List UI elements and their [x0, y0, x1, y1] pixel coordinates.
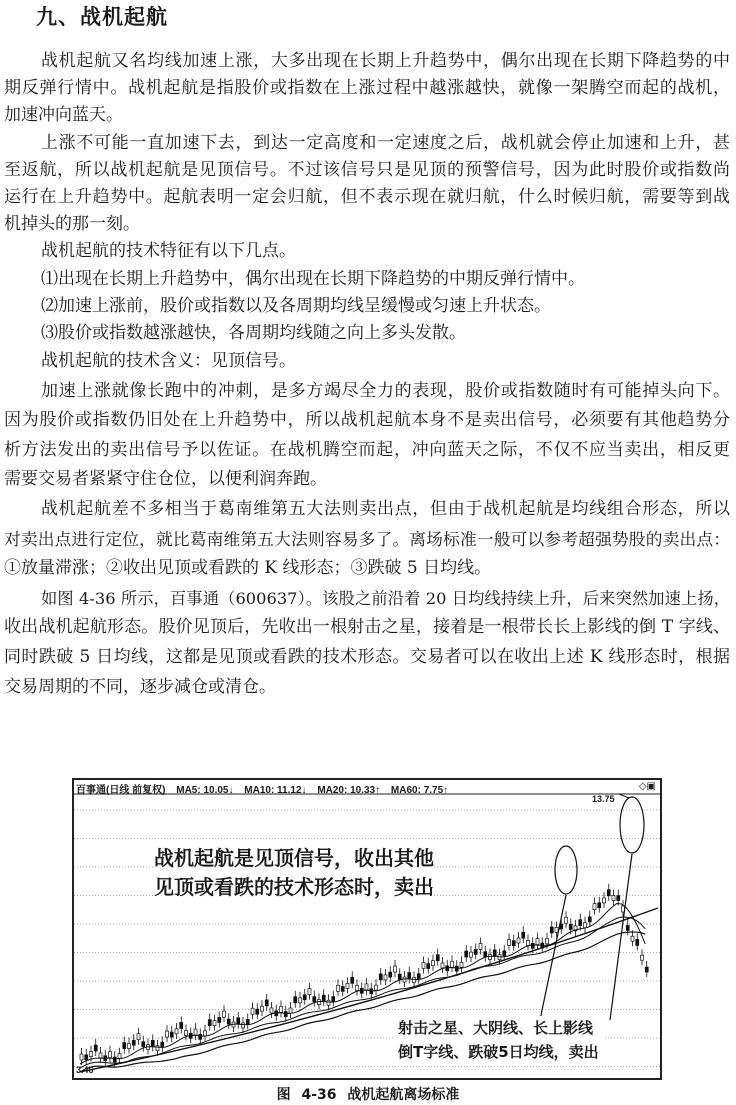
text-line: ⑶股价或指数越涨越快，各周期均线随之向上多头发散。 [41, 322, 466, 343]
candle-body [166, 1031, 169, 1037]
text-block-2 [4, 347, 730, 702]
candle-body [142, 1042, 145, 1047]
candle-body [588, 917, 591, 922]
candle-body [156, 1046, 159, 1051]
candle-body [199, 1034, 202, 1039]
annotation-bottom-line: 射击之星、大阴线、长上影线 [398, 1019, 594, 1037]
candle-body [251, 1008, 254, 1014]
candle-body [460, 962, 463, 967]
candle-body [432, 961, 435, 966]
text-line: 战机起航差不多相当于葛南维第五大法则卖出点，但由于战机起航是均线组合形态，所以 [41, 499, 730, 520]
candle-body [417, 974, 420, 979]
candle-body [617, 896, 620, 901]
candle-body [170, 1032, 173, 1037]
candle-body [422, 962, 425, 968]
candle-body [379, 974, 382, 980]
high-marker [619, 794, 629, 798]
candle-body [341, 986, 344, 991]
candle-body [346, 983, 349, 988]
candle-body [308, 989, 311, 995]
text-line: 战机起航的技术特征有以下几点。 [41, 241, 296, 262]
candle-body [90, 1052, 93, 1057]
candle-body [365, 984, 368, 990]
candle-body [484, 952, 487, 957]
candle-body [204, 1031, 207, 1036]
text-line: 机掉头的那一刻。 [4, 214, 140, 235]
candle-body [303, 995, 306, 1000]
high-price-label: 13.75 [592, 794, 615, 804]
candle-body [113, 1057, 116, 1062]
candle-body [555, 927, 558, 932]
candle-body [218, 1017, 221, 1022]
candle-body [246, 1019, 249, 1024]
candle-body [455, 966, 458, 971]
ma5-label: MA5: 10.05↓ [176, 785, 234, 796]
candle-body [332, 997, 335, 1002]
candle-body [384, 975, 387, 980]
annotation-top [154, 844, 434, 902]
highlight-ellipse [620, 797, 644, 853]
candle-body [636, 939, 639, 945]
candle-body [118, 1054, 121, 1059]
ma10-label: MA10: 11.12↓ [244, 785, 307, 796]
candle-body [489, 955, 492, 960]
candle-body [213, 1021, 216, 1026]
candle-body [299, 998, 302, 1003]
annotation-bottom [394, 1016, 603, 1064]
candle-body [413, 977, 416, 982]
candle-body [451, 961, 454, 967]
candle-body [185, 1030, 188, 1035]
candle-body [313, 997, 316, 1002]
candle-body [546, 939, 549, 944]
text-line: 至返航，所以战机起航是见顶信号。不过该信号只是见顶的预警信号，因为此时股价或指数尚 [4, 159, 730, 180]
text-line: 战机起航又名均线加速上涨，大多出现在长期上升趋势中，偶尔出现在长期下降趋势的中 [41, 51, 730, 71]
candle-body [427, 964, 430, 969]
candle-body [607, 890, 610, 896]
candle-body [237, 1018, 240, 1024]
text-line: 期反弹行情中。战机起航是指股价或指数在上涨过程中越涨越快，就像一架腾空而起的战机， [4, 78, 730, 99]
text-line: 交易周期的不同，逐步减仓或清仓。 [4, 676, 276, 697]
candle-body [175, 1029, 178, 1034]
candle-body [517, 938, 520, 943]
text-line: 运行在上升趋势中。起航表明一定会归航，但不表示现在就归航，什么时候归航，需要等到战 [4, 186, 730, 207]
figure-caption: 图 4-36 战机起航离场标准 [276, 1087, 460, 1103]
candle-body [394, 966, 397, 972]
candle-body [603, 898, 606, 903]
candle-body [109, 1052, 112, 1058]
text-line: ①放量滞涨；②收出见顶或看跌的 K 线形态；③跌破 5 日均线。 [4, 558, 492, 579]
candle-body [531, 943, 534, 948]
chart-window-icons: ◇▣ [638, 781, 656, 792]
candle-body [631, 936, 634, 941]
candle-body [403, 977, 406, 982]
candle-body [194, 1029, 197, 1035]
candle-body [550, 927, 553, 933]
candle-body [161, 1042, 164, 1047]
candle-body [123, 1043, 126, 1049]
candle-body [270, 1008, 273, 1013]
candle-body [375, 985, 378, 990]
text-line: ⑵加速上涨前，股价或指数以及各周期均线呈缓慢或匀速上升状态。 [41, 295, 551, 316]
candle-body [265, 1000, 268, 1006]
candle-body [280, 1006, 283, 1012]
chart-header [76, 781, 456, 796]
candle-body [261, 1006, 264, 1011]
candle-body [641, 955, 644, 960]
candle-body [389, 972, 392, 977]
candle-body [579, 920, 582, 926]
candle-body [569, 924, 572, 929]
text-line: 上涨不可能一直加速下去，到达一定高度和一定速度之后，战机就会停止加速和上升，甚 [41, 132, 730, 153]
candle-body [99, 1053, 102, 1058]
candle-body [512, 941, 515, 946]
candle-body [322, 995, 325, 1001]
candle-body [446, 966, 449, 971]
candle-body [398, 974, 401, 979]
text-line: 同时跌破 5 日均线，这都是见顶或看跌的技术形态。交易者可以在收出上述 K 线形态时，根据 [4, 647, 730, 667]
candle-body [593, 904, 596, 910]
candle-body [180, 1022, 183, 1028]
candle-body [94, 1045, 97, 1051]
stock-chart-figure [72, 778, 662, 1080]
text-line: 对卖出点进行定位，就比葛南维第五大法则容易多了。离场标准一般可以参考超强势股的卖出点： [4, 528, 730, 549]
candle-body [493, 950, 496, 956]
ma20-label: MA20: 10.33↑ [317, 785, 381, 796]
text-line: 如图 4-36 所示，百事通（600637）。该股之前沿着 20 日均线持续上升，后来突然加速上扬， [41, 588, 730, 608]
candle-body [470, 952, 473, 957]
text-line: 战机起航的技术含义：见顶信号。 [41, 351, 296, 372]
candle-body [436, 955, 439, 961]
candle-body [465, 951, 468, 957]
text-block-1 [4, 48, 730, 347]
candle-body [151, 1040, 154, 1046]
candle-body [527, 940, 530, 945]
body-text [4, 48, 730, 702]
candle-body [474, 949, 477, 954]
low-price-label: 3.46 [76, 1065, 94, 1075]
text-line: 加速冲向蓝天。 [4, 105, 123, 126]
arrow-line [540, 895, 566, 1020]
candle-body [294, 997, 297, 1003]
candle-body [536, 939, 539, 945]
candle-body [626, 925, 629, 930]
candle-body [284, 1012, 287, 1017]
candle-body [227, 1019, 230, 1024]
candle-body [598, 903, 601, 908]
candle-body [132, 1040, 135, 1045]
candle-body [584, 923, 587, 928]
highlight-ellipse [555, 846, 577, 894]
candle-body [85, 1055, 88, 1060]
candle-body [645, 967, 648, 972]
candle-body [128, 1043, 131, 1048]
candle-body [208, 1020, 211, 1026]
text-line: 加速上涨就像长跑中的冲刺，是多方竭尽全力的表现，股价或指数随时有可能掉头向下。 [41, 380, 730, 401]
candle-body [508, 940, 511, 946]
text-line: 析方法发出的卖出信号予以佐证。在战机腾空而起，冲向蓝天之际，不仅不应当卖出，相反更 [4, 439, 730, 460]
text-line: ⑴出现在长期上升趋势中，偶尔出现在长期下降趋势的中期反弹行情中。 [41, 268, 585, 289]
candle-body [408, 973, 411, 979]
candle-body [351, 977, 354, 983]
candle-body [223, 1011, 226, 1017]
candle-body [612, 896, 615, 901]
candle-body [327, 1000, 330, 1005]
arrow-line [610, 854, 632, 1020]
candle-body [441, 963, 444, 968]
candle-body [242, 1023, 245, 1028]
candle-body [337, 985, 340, 991]
annotation-bottom-line: 倒T字线、跌破5日均线，卖出 [398, 1043, 599, 1061]
text-line: 因为股价或指数仍旧处在上升趋势中，所以战机起航本身不是卖出信号，必须要有其他趋势分 [4, 410, 730, 431]
text-line: 收出战机起航形态。股价见顶后，先收出一根射击之星，接着是一根带长长上影线的倒 T 字线、 [4, 617, 730, 638]
candle-body [370, 989, 373, 994]
candle-body [289, 1008, 292, 1013]
candle-body [80, 1054, 83, 1060]
candle-body [522, 932, 525, 938]
candle-body [565, 917, 568, 923]
ma60-label: MA60: 7.75↑ [390, 785, 449, 796]
annotation-top-line: 见顶或看跌的技术形态时，卖出 [154, 875, 434, 899]
candle-body [503, 951, 506, 956]
stock-name: 百事通(日线 前复权) [76, 785, 166, 796]
text-line: 需要交易者紧紧守住仓位，以便利润奔跑。 [4, 469, 327, 490]
candle-body [479, 943, 482, 949]
candle-body [137, 1034, 140, 1040]
annotation-top-line: 战机起航是见顶信号，收出其他 [154, 846, 434, 870]
candle-body [356, 985, 359, 990]
section-title: 九、战机起航 [36, 5, 168, 29]
candle-body [256, 1009, 259, 1014]
